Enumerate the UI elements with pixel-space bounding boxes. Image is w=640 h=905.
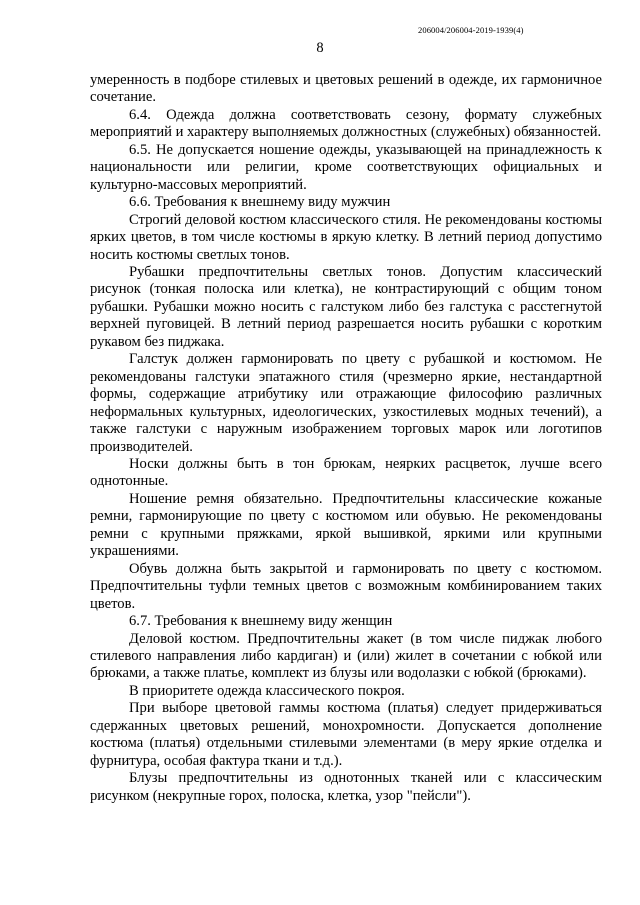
- paragraph-6-4: 6.4. Одежда должна соответствовать сезону, формату служебных мероприятий и характеру выполняемых должностных (служебных) обязанностей.: [90, 106, 602, 141]
- paragraph-w-colors: При выборе цветовой гаммы костюма (платья) следует придерживаться сдержанных цветовых решений, монохромности. Допускается дополнение костюма (платья) отдельными стилевыми элементами (в меру яркие отделка и фурнитура, особая фактура ткани и т.д.).: [90, 700, 602, 769]
- paragraph-socks: Носки должны быть в тон брюкам, неярких расцветок, лучше всего однотонные.: [90, 455, 602, 490]
- paragraph-6-6: 6.6. Требования к внешнему виду мужчин: [129, 194, 391, 211]
- paragraph-w-suit: Деловой костюм. Предпочтительны жакет (в том числе пиджак любого стилевого направления либо кардиган) и (или) жилет в сочетании с юбкой или брюками, а также платье, комплект из блузы или водолазки с юбкой (брюками).: [90, 630, 602, 682]
- paragraph-suit: Строгий деловой костюм классического стиля. Не рекомендованы костюмы ярких цветов, в том числе костюмы в яркую клетку. В летний период допустимо носить костюмы светлых тонов.: [90, 211, 602, 263]
- paragraph-tie: Галстук должен гармонировать по цвету с рубашкой и костюмом. Не рекомендованы галстуки эпатажного стиля (чрезмерно яркие, нестандартной формы, содержащие атрибутику или отражающие философию различных неформальных культурных, идеологических, узкостилевых модных течений), а также галстуки с наружным изображением торговых марок или логотипов производителей.: [90, 351, 602, 455]
- page-number: 8: [316, 40, 324, 56]
- paragraph-w-blouses: Блузы предпочтительны из однотонных тканей или с классическим рисунком (некрупные горох, полоска, клетка, узор "пейсли").: [90, 770, 602, 804]
- paragraph-cont: умеренность в подборе стилевых и цветовых решений в одежде, их гармоничное сочетание.: [90, 72, 602, 106]
- paragraph-shirts: Рубашки предпочтительны светлых тонов. Допустим классический рисунок (тонкая полоска или клетка), не контрастирующий с общим тоном рубашки. Рубашки можно носить с галстуком либо без галстука с расстегнутой верхней пуговицей. В летний период разрешается носить рубашки с коротким рукавом без пиджака.: [90, 263, 602, 350]
- paragraph-6-5: 6.5. Не допускается ношение одежды, указывающей на принадлежность к национальности или религии, кроме соответствующих официальных и культурно-массовых мероприятий.: [90, 141, 602, 193]
- document-body: [90, 72, 602, 805]
- document-id: 206004/206004-2019-1939(4): [418, 25, 524, 35]
- paragraph-w-priority: В приоритете одежда классического покроя.: [129, 682, 405, 699]
- paragraph-shoes: Обувь должна быть закрытой и гармонировать по цвету с костюмом. Предпочтительны туфли темных цветов с возможным комбинированием таких цветов.: [90, 560, 602, 612]
- paragraph-belt: Ношение ремня обязательно. Предпочтительны классические кожаные ремни, гармонирующие по цвету с костюмом или обувью. Не рекомендованы ремни с крупными пряжками, яркой вышивкой, яркими или крупными украшениями.: [90, 490, 602, 560]
- paragraph-6-7: 6.7. Требования к внешнему виду женщин: [129, 613, 393, 630]
